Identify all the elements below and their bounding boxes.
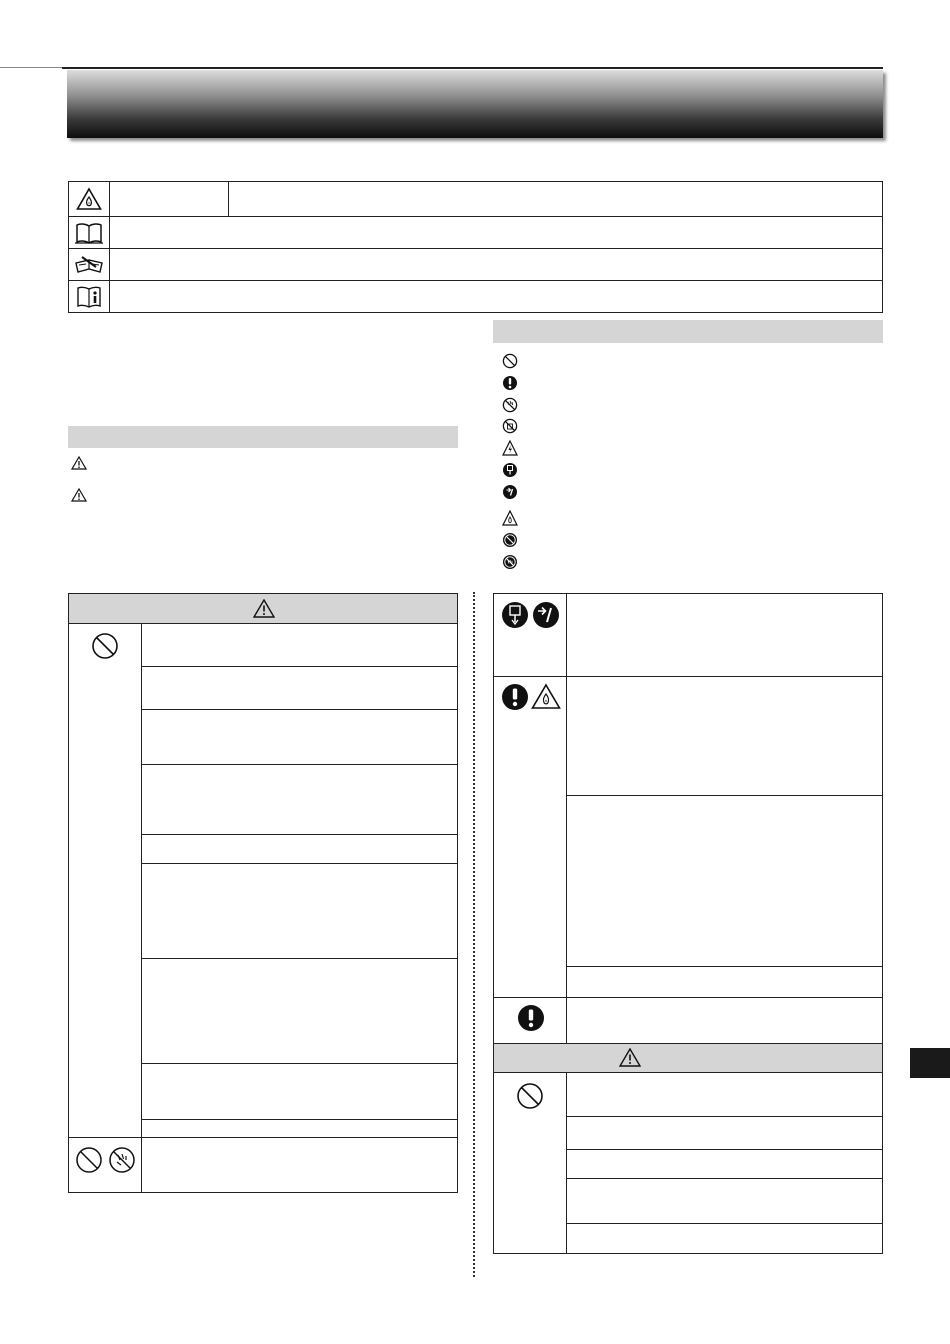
no-water-icon — [502, 418, 518, 434]
row-divider — [141, 709, 457, 710]
symbol-icon-cell — [69, 249, 110, 281]
row-divider — [566, 966, 882, 967]
row-divider — [566, 1149, 882, 1150]
row-divider — [494, 997, 882, 998]
row-divider — [141, 958, 457, 959]
unplug-icon — [502, 462, 518, 478]
symbol-icon-cell — [69, 182, 110, 217]
caution-triangle-icon — [71, 488, 87, 502]
warning-table-header — [69, 594, 457, 624]
flammable-warning-icon — [76, 187, 102, 211]
top-rule-left — [0, 67, 62, 68]
disconnect-breaker-icon — [502, 484, 518, 500]
caution-triangle-icon — [619, 1048, 641, 1067]
symbols-header — [493, 320, 883, 343]
row-divider — [141, 1119, 457, 1120]
row-divider — [566, 1116, 882, 1117]
operation-manual-icon — [74, 222, 104, 244]
flammable-icon — [502, 510, 518, 526]
row-divider — [141, 834, 457, 835]
symbol-row — [69, 217, 883, 249]
no-wet-hands-icon — [502, 397, 518, 413]
legend-header — [68, 426, 458, 448]
row-divider — [141, 666, 457, 667]
mandatory-icon — [501, 683, 529, 711]
warning-table-right — [493, 593, 883, 1044]
symbol-icon-cell — [69, 281, 110, 313]
row-divider — [566, 795, 882, 796]
column-divider — [566, 594, 567, 1043]
row-divider — [566, 1223, 882, 1224]
prohibited-icon — [516, 1082, 544, 1110]
row-divider — [141, 863, 457, 864]
flammable-warning-icon — [531, 683, 561, 710]
symbol-description — [229, 182, 883, 217]
electric-shock-icon — [502, 440, 518, 456]
symbol-definition-table — [68, 181, 883, 313]
top-rule — [62, 67, 883, 69]
mandatory-icon — [502, 375, 518, 391]
mandatory-icon — [517, 1004, 545, 1032]
disconnect-breaker-icon — [532, 601, 560, 629]
no-wet-hands-icon — [108, 1146, 136, 1174]
column-divider-dotted — [473, 592, 475, 1277]
prohibited-icon — [91, 632, 119, 660]
row-divider — [141, 1063, 457, 1064]
information-manual-icon — [75, 285, 103, 309]
unplug-icon — [501, 601, 529, 629]
symbol-description — [110, 281, 883, 313]
page-title-banner — [67, 70, 883, 138]
symbol-row — [69, 182, 883, 217]
warning-triangle-icon — [253, 599, 275, 618]
prohibited-icon — [75, 1146, 103, 1174]
symbol-name — [110, 182, 229, 217]
caution-table-right — [493, 1043, 883, 1254]
no-disassembly-icon — [502, 532, 518, 548]
caution-table-header — [494, 1044, 882, 1073]
symbol-description — [110, 217, 883, 249]
row-divider — [494, 676, 882, 677]
symbol-row — [69, 281, 883, 313]
symbol-description — [110, 249, 883, 281]
no-touch-icon — [502, 554, 518, 570]
section-tab — [910, 1048, 950, 1078]
column-divider — [566, 1073, 567, 1253]
row-divider — [141, 764, 457, 765]
symbol-icon-cell — [69, 217, 110, 249]
service-manual-icon — [73, 255, 105, 275]
intro-paragraph — [68, 330, 458, 410]
warning-triangle-icon — [71, 456, 87, 470]
row-divider — [69, 1137, 457, 1138]
row-divider — [566, 1178, 882, 1179]
prohibited-icon — [502, 353, 518, 369]
symbol-row — [69, 249, 883, 281]
warning-table-left — [68, 593, 458, 1193]
